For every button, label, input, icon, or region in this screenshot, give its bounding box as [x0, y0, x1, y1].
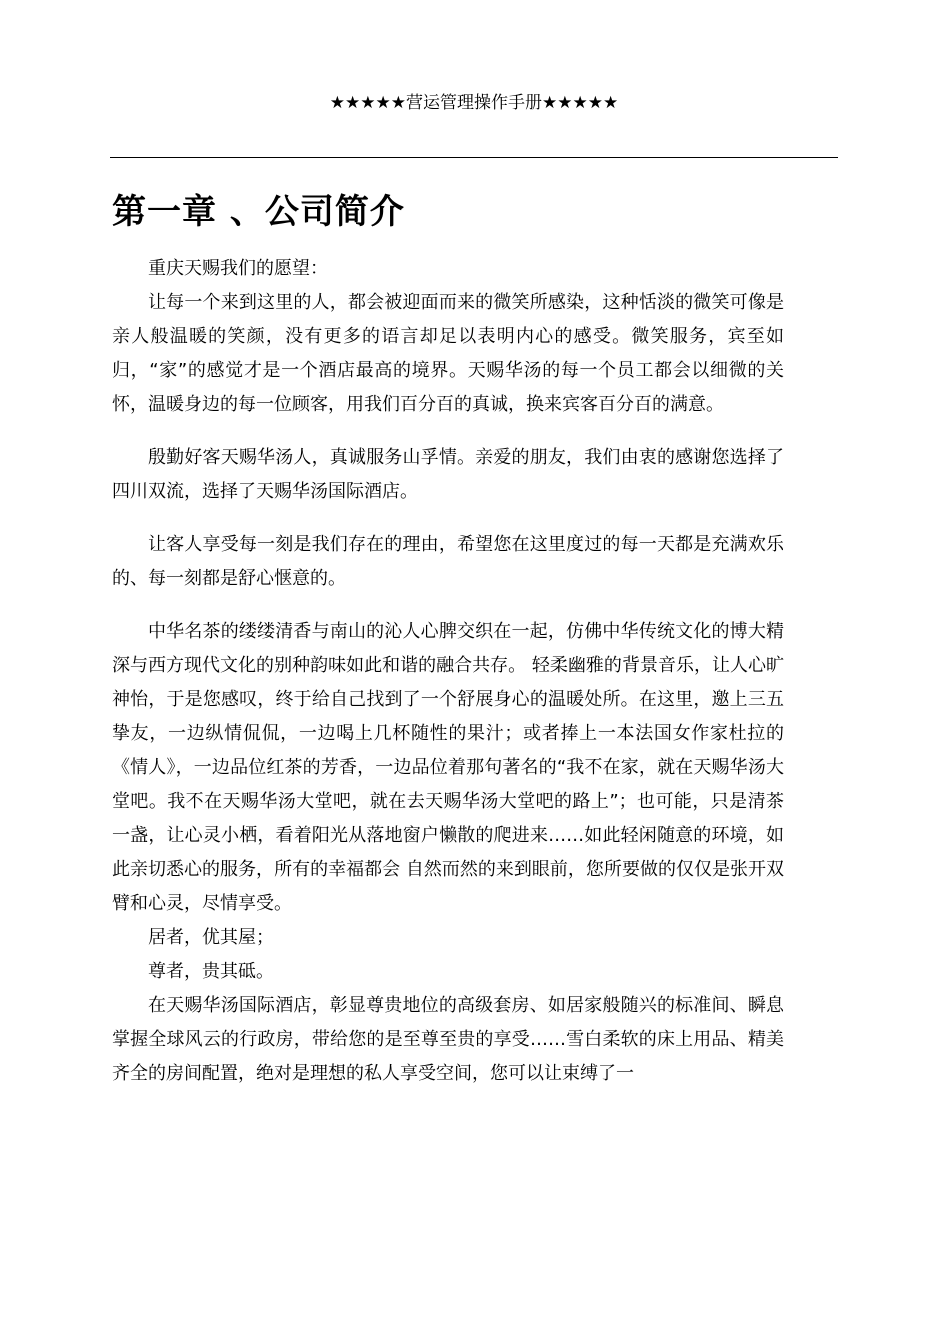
paragraph-enjoy-moment: 让客人享受每一刻是我们存在的理由，希望您在这里度过的每一天都是充满欢乐的、每一刻都是舒心惬意的。 — [112, 534, 784, 589]
paragraph-residence: 居者，优其屋； — [148, 927, 274, 948]
page-header-title: ★★★★★营运管理操作手册★★★★★ — [329, 93, 619, 113]
paragraph-smile-service: 让每一个来到这里的人，都会被迎面而来的微笑所感染，这种恬淡的微笑可像是亲人般温暖的笑颜，没有更多的语言却足以表明内心的感受。微笑服务，宾至如归，“家”的感觉才是一个酒店最高的境界。天赐华汤的每一个员工都会以细微的关怀，温暖身边的每一位顾客，用我们百分百的真诚，换来宾客百分百的满意。 — [112, 292, 784, 415]
chapter-heading: 第一章 、公司简介 — [112, 192, 405, 232]
paragraph-honor: 尊者，贵其砥。 — [148, 961, 274, 982]
paragraph-hospitality: 殷勤好客天赐华汤人，真诚服务山孚情。亲爱的朋友，我们由衷的感谢您选择了四川双流，选择了天赐华汤国际酒店。 — [112, 447, 784, 502]
document-body — [112, 252, 784, 1091]
paragraph-tea-lobby: 中华名茶的缕缕清香与南山的沁人心脾交织在一起，仿佛中华传统文化的博大精深与西方现代文化的别种韵味如此和谐的融合共存。 轻柔幽雅的背景音乐，让人心旷神怡，于是您感叹，终于给自己找到了一个舒展身心的温暖处所。在这里，邀上三五挚友，一边纵情侃侃，一边喝上几杯随性的果汁；或者捧上一本法国女作家杜拉的《情人》，一边品位红茶的芳香，一边品位着那句著名的“我不在家，就在天赐华汤大堂吧。我不在天赐华汤大堂吧，就在去天赐华汤大堂吧的路上”；也可能，只是清茶一盏，让心灵小栖，看着阳光从落地窗户懒散的爬进来……如此轻闲随意的环境，如此亲切悉心的服务，所有的幸福都会 自然而然的来到眼前，您所要做的仅仅是张开双臂和心灵，尽情享受。 — [112, 621, 784, 914]
paragraph-wish-intro: 重庆天赐我们的愿望： — [148, 258, 328, 279]
paragraph-rooms: 在天赐华汤国际酒店，彰显尊贵地位的高级套房、如居家般随兴的标准间、瞬息掌握全球风云的行政房，带给您的是至尊至贵的享受……雪白柔软的床上用品、精美齐全的房间配置，绝对是理想的私人享受空间，您可以让束缚了一 — [112, 995, 784, 1084]
header-divider — [110, 157, 838, 158]
